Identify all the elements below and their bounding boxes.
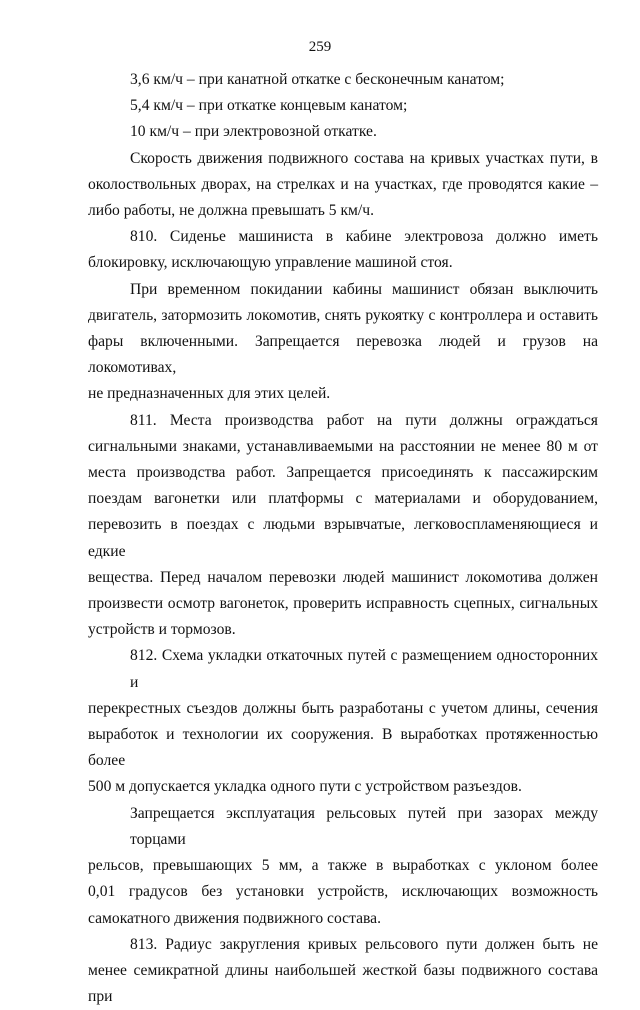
document-body (88, 67, 598, 1010)
paragraph-line: выработок и технологии их сооружения. В выработках протяженностью более (88, 726, 598, 770)
paragraph-line: самокатного движения подвижного состава. (88, 909, 381, 927)
paragraph-line: двигатель, затормозить локомотив, снять рукоятку с контроллера и оставить (88, 306, 598, 324)
paragraph-line: места производства работ. Запрещается присоединять к пассажирским (88, 464, 598, 482)
paragraph-line: 812. Схема укладки откаточных путей с размещением односторонних и (130, 647, 598, 691)
paragraph-line: 3,6 км/ч – при канатной откатке с бесконечным канатом; (130, 71, 505, 88)
paragraph-line: 500 м допускается укладка одного пути с устройством разъездов. (88, 778, 522, 796)
paragraph-line: устройств и тормозов. (88, 621, 236, 639)
paragraph-line: 10 км/ч – при электровозной откатке. (130, 123, 377, 141)
paragraph-line: перекрестных съездов должны быть разработаны с учетом длины, сечения (88, 699, 598, 717)
paragraph-line: сигнальными знаками, устанавливаемыми на расстоянии не менее 80 м от (88, 437, 598, 455)
paragraph-line: 813. Радиус закругления кривых рельсового пути должен быть не (130, 935, 598, 953)
paragraph-line: произвести осмотр вагонеток, проверить исправность сцепных, сигнальных (88, 595, 598, 613)
paragraph-line: Скорость движения подвижного состава на кривых участках пути, в (130, 149, 598, 167)
paragraph-line: не предназначенных для этих целей. (88, 385, 331, 403)
paragraph-line: рельсов, превышающих 5 мм, а также в выработках с уклоном более (88, 857, 598, 875)
paragraph-line: перевозить в поездах с людьми взрывчатые, легковоспламеняющиеся и едкие (88, 516, 598, 560)
paragraph-line: околоствольных дворах, на стрелках и на участках, где проводятся какие – (88, 175, 598, 193)
paragraph-line: блокировку, исключающую управление машиной стоя. (88, 254, 453, 272)
paragraph-line: менее семикратной длины наибольшей жесткой базы подвижного состава при (88, 961, 598, 1006)
paragraph-line: 811. Места производства работ на пути должны ограждаться (130, 411, 598, 429)
paragraph-line: 810. Сиденье машиниста в кабине электровоза должно иметь (130, 228, 598, 246)
paragraph-line: При временном покидании кабины машинист обязан выключить (130, 280, 598, 298)
page-number: 259 (308, 39, 332, 55)
paragraph-line: фары включенными. Запрещается перевозка людей и грузов на локомотивах, (88, 333, 598, 377)
paragraph-line: либо работы, не должна превышать 5 км/ч. (88, 202, 374, 220)
paragraph-line: 0,01 градусов без установки устройств, исключающих возможность (88, 883, 598, 901)
paragraph-line: 5,4 км/ч – при откатке концевым канатом; (130, 97, 408, 115)
paragraph-line: поездам вагонетки или платформы с материалами и оборудованием, (88, 490, 598, 508)
paragraph-line: Запрещается эксплуатация рельсовых путей при зазорах между торцами (130, 804, 598, 848)
paragraph-line: вещества. Перед началом перевозки людей машинист локомотива должен (88, 568, 598, 586)
